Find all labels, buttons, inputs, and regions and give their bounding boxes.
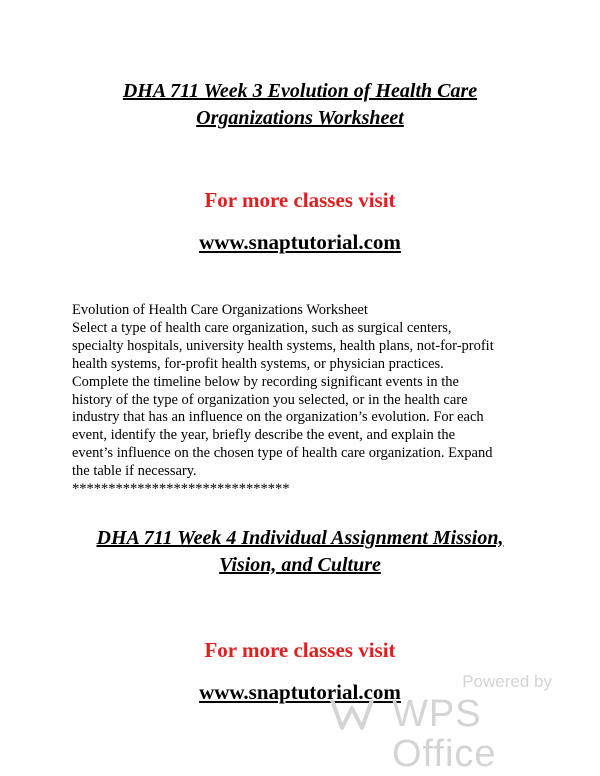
body-line: the table if necessary. <box>72 463 197 480</box>
watermark-brand-text: WPS Office <box>392 693 497 775</box>
body-line: Complete the timeline below by recording significant events in the <box>72 373 459 390</box>
watermark-powered-text: Powered by <box>462 672 552 691</box>
section2-promo: For more classes visit <box>204 638 396 662</box>
body-line: event’s influence on the chosen type of health care organization. Expand <box>72 445 493 462</box>
body-line: Evolution of Health Care Organizations Worksheet <box>72 302 368 318</box>
body-line: industry that has an influence on the organization’s evolution. For each <box>72 409 484 426</box>
section2-title <box>40 525 560 579</box>
body-line: specialty hospitals, university health systems, health plans, not-for-profit <box>72 337 494 354</box>
wps-logo-icon <box>328 694 388 734</box>
section2-url-link[interactable]: www.snaptutorial.com <box>199 680 401 704</box>
section2-title-line2: Vision, and Culture <box>219 554 381 576</box>
section2-title-line1: DHA 711 Week 4 Individual Assignment Mission, <box>96 527 504 549</box>
section1-url-link[interactable]: www.snaptutorial.com <box>199 230 401 254</box>
body-line: health systems, for-profit health systems, or physician practices. <box>72 355 444 372</box>
body-line: history of the type of organization you selected, or in the health care <box>72 391 468 408</box>
worksheet-description <box>72 302 542 499</box>
section1-title-line1: DHA 711 Week 3 Evolution of Health Care <box>122 80 478 102</box>
section1-promo: For more classes visit <box>204 188 396 212</box>
separator-asterisks: ****************************** <box>72 481 290 498</box>
section1-title <box>60 78 540 132</box>
wps-watermark <box>328 672 558 775</box>
section1-title-line2: Organizations Worksheet <box>196 107 404 129</box>
body-line: event, identify the year, briefly describe the event, and explain the <box>72 427 456 444</box>
body-line: Select a type of health care organization, such as surgical centers, <box>72 319 452 336</box>
